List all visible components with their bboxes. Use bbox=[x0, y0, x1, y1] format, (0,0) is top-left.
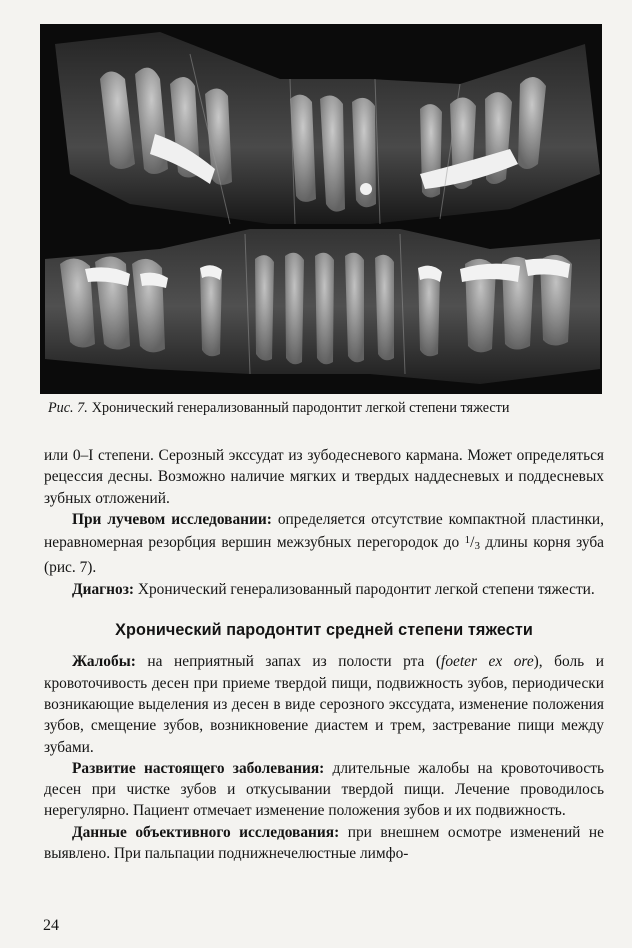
figure-label: Рис. 7. bbox=[48, 400, 88, 416]
paragraph-continuation: или 0–I степени. Серозный экссудат из зубодесневого кармана. Может определяться рецессия десны. Возможно наличие мягких и твердых наддесневых и поддесневых зубных отложений. bbox=[44, 447, 604, 507]
latin-term: foeter ex ore bbox=[441, 653, 534, 671]
diagnosis-label: Диагноз: bbox=[72, 580, 135, 598]
paragraph-complaints: Жалобы: на неприятный запах из полости рта (foeter ex ore), боль и кровоточивость десен при приеме твердой пищи, подвижность зубов, периодически возникающие выделения из десен в виде серозного экссудата, изменение положения зубов, смещение зубов, возникновение диастем и трем, застревание пищи между зубами. bbox=[44, 653, 604, 756]
complaints-label: Жалобы: bbox=[72, 653, 136, 671]
objective-label: Данные объективного исследования: bbox=[72, 823, 340, 841]
paragraph-diagnosis: Диагноз: Хронический генерализованный пародонтит легкой степени тяжести. bbox=[72, 580, 595, 598]
section-heading: Хронический пародонтит средней степени тяжести bbox=[115, 621, 533, 640]
body-text bbox=[44, 445, 604, 864]
dental-xray-image bbox=[40, 24, 602, 394]
fraction-numerator: 1 bbox=[464, 534, 471, 547]
figure-caption bbox=[48, 399, 608, 417]
paragraph-xray: При лучевом исследовании: определяется отсутствие компактной пластинки, неравномерная резорбция вершин межзубных перегородок до $^1$/3 длины корня зуба (рис. 7). bbox=[44, 510, 605, 577]
figure-caption-text: Хронический генерализованный пародонтит легкой степени тяжести bbox=[91, 400, 510, 416]
xray-label: При лучевом исследовании: bbox=[72, 510, 272, 528]
history-label: Развитие настоящего заболевания: bbox=[72, 759, 325, 777]
page-number: 24 bbox=[43, 917, 59, 934]
paragraph-history: Развитие настоящего заболевания: длительные жалобы на кровоточивость десен при чистке зубов и откусывании твердой пищи. Лечение проводилось нерегулярно. Пациент отмечает изменение положения зубов и их подвижность. bbox=[44, 759, 604, 820]
paragraph-objective: Данные объективного исследования: при внешнем осмотре изменений не выявлено. При пальпации поднижнечелюстные лимфо- bbox=[44, 823, 604, 863]
fraction-denominator: 3 bbox=[474, 540, 480, 553]
